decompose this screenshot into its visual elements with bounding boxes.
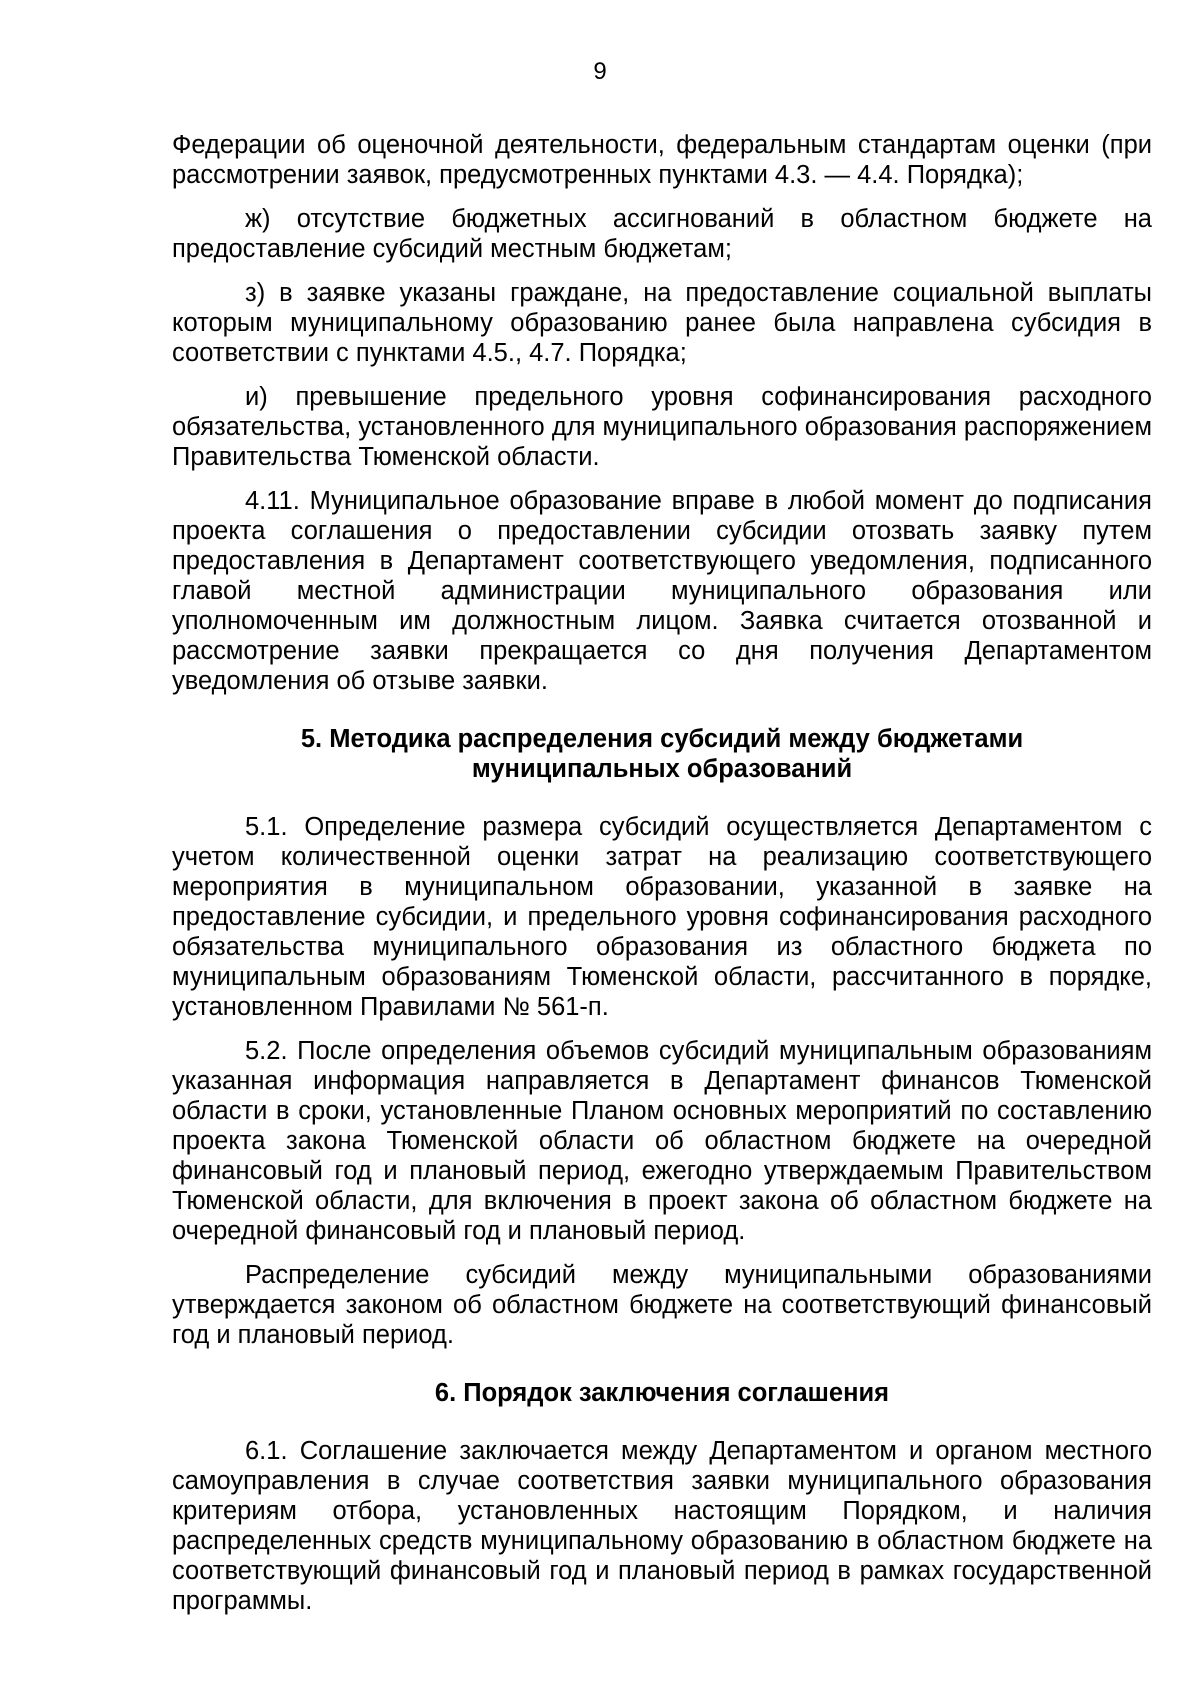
paragraph-continuation: Федерации об оценочной деятельности, федеральным стандартам оценки (при рассмотрении заявок, предусмотренных пунктами 4.3. — 4.4. Порядка); [172,131,1152,189]
page-number: 9 [593,58,607,85]
paragraph-item-i: и) превышение предельного уровня софинансирования расходного обязательства, установленного для муниципального образования распоряжением Правительства Тюменской области. [172,383,1152,471]
section-6-heading [172,1378,1152,1408]
paragraph-4-11: 4.11. Муниципальное образование вправе в любой момент до подписания проекта соглашения о предоставлении субсидии отозвать заявку путем предоставления в Департамент соответствующего уведомления, подписанного главой местной администрации муниципального образования или уполномоченным им должностным лицом. Заявка считается отозванной и рассмотрение заявки прекращается со дня получения Департаментом уведомления об отзыве заявки. [172,487,1152,695]
section-6-heading-line: 6. Порядок заключения соглашения [434,1379,890,1407]
section-5-heading [172,724,1152,784]
section-5-heading-line2: муниципальных образований [471,755,853,783]
document-body [172,130,1152,1630]
section-5-heading-line1: 5. Методика распределения субсидий между бюджетами [300,725,1024,753]
paragraph-5-2-distribution: Распределение субсидий между муниципальными образованиями утверждается законом об областном бюджете на соответствующий финансовый год и плановый период. [172,1261,1152,1349]
paragraph-5-1: 5.1. Определение размера субсидий осуществляется Департаментом с учетом количественной оценки затрат на реализацию соответствующего мероприятия в муниципальном образовании, указанной в заявке на предоставление субсидии, и предельного уровня софинансирования расходного обязательства муниципального образования из областного бюджета по муниципальным образованиям Тюменской области, рассчитанного в порядке, установленном Правилами № 561-п. [172,813,1152,1021]
paragraph-5-2: 5.2. После определения объемов субсидий муниципальным образованиям указанная информация направляется в Департамент финансов Тюменской области в сроки, установленные Планом основных мероприятий по составлению проекта закона Тюменской области об областном бюджете на очередной финансовый год и плановый период, ежегодно утверждаемым Правительством Тюменской области, для включения в проект закона об областном бюджете на очередной финансовый год и плановый период. [172,1037,1152,1245]
paragraph-item-zh: ж) отсутствие бюджетных ассигнований в областном бюджете на предоставление субсидий местным бюджетам; [172,205,1152,263]
paragraph-item-z: з) в заявке указаны граждане, на предоставление социальной выплаты которым муниципальному образованию ранее была направлена субсидия в соответствии с пунктами 4.5., 4.7. Порядка; [172,279,1152,367]
paragraph-6-1: 6.1. Соглашение заключается между Департаментом и органом местного самоуправления в случае соответствия заявки муниципального образования критериям отбора, установленных настоящим Порядком, и наличия распределенных средств муниципальному образованию в областном бюджете на соответствующий финансовый год и плановый период в рамках государственной программы. [172,1437,1152,1615]
